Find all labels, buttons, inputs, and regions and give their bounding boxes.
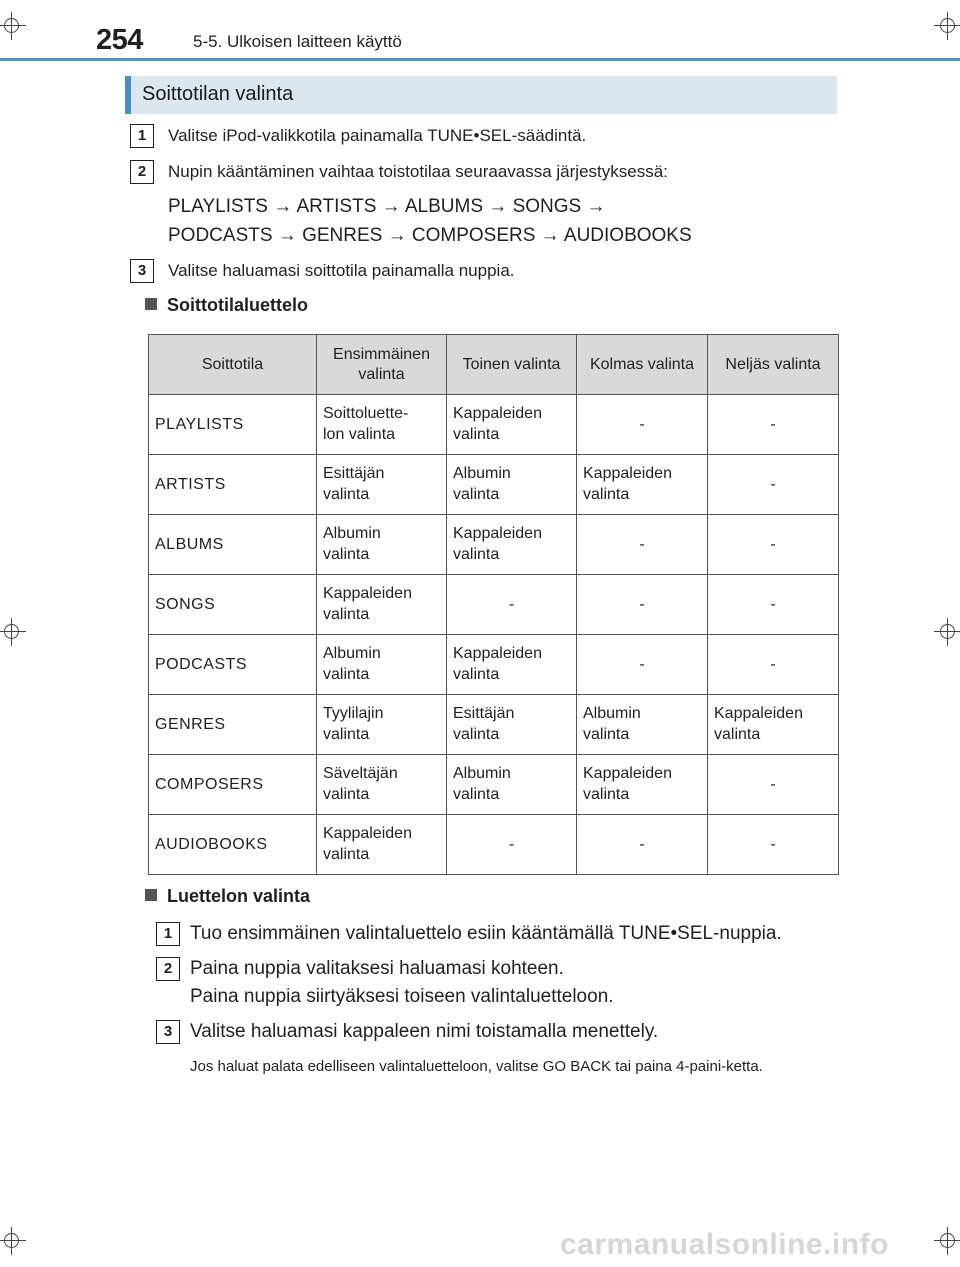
- mode-name-cell: PLAYLISTS: [149, 395, 317, 455]
- selection-cell: Kappaleiden valinta: [577, 455, 708, 515]
- table-row: [149, 635, 839, 695]
- selection-cell: -: [708, 815, 839, 875]
- banner-accent-bar: [125, 76, 131, 114]
- step-number-3: 3: [130, 259, 154, 283]
- selection-cell: Kappaleiden valinta: [708, 695, 839, 755]
- mode-name-cell: SONGS: [149, 575, 317, 635]
- chapter-title: 5-5. Ulkoisen laitteen käyttö: [193, 32, 402, 51]
- registration-mark-bottom-right: [934, 1227, 960, 1255]
- selection-cell: -: [577, 815, 708, 875]
- square-bullet-icon: [145, 889, 157, 901]
- selection-cell: Kappaleiden valinta: [317, 575, 447, 635]
- selection-cell: Esittäjän valinta: [447, 695, 577, 755]
- table-row: [149, 575, 839, 635]
- mode-name-cell: GENRES: [149, 695, 317, 755]
- selection-cell: -: [708, 395, 839, 455]
- mode-name-cell: PODCASTS: [149, 635, 317, 695]
- selection-cell: -: [447, 575, 577, 635]
- selection-cell: -: [577, 515, 708, 575]
- selection-cell: -: [708, 455, 839, 515]
- step2-number-1: 1: [156, 922, 180, 946]
- selection-cell: Kappaleiden valinta: [447, 635, 577, 695]
- page-number: 254: [96, 24, 143, 56]
- selection-cell: -: [447, 815, 577, 875]
- section-title: Soittotilan valinta: [142, 83, 294, 105]
- registration-mark-bottom-left: [0, 1227, 26, 1255]
- table-header-cell: Neljäs valinta: [708, 335, 839, 395]
- table-row: [149, 695, 839, 755]
- selection-cell: Albumin valinta: [577, 695, 708, 755]
- table-header-cell: Ensimmäinen valinta: [317, 335, 447, 395]
- selection-cell: -: [708, 635, 839, 695]
- header-rule: [0, 58, 960, 61]
- step2-text-1: Tuo ensimmäinen valintaluettelo esiin kääntämällä TUNE•SEL-nuppia.: [190, 923, 782, 944]
- selection-cell: -: [577, 395, 708, 455]
- step2-text-3: Valitse haluamasi kappaleen nimi toistamalla menettely.: [190, 1021, 659, 1042]
- mode-name-cell: ARTISTS: [149, 455, 317, 515]
- selection-cell: Tyylilajin valinta: [317, 695, 447, 755]
- note-text: Jos haluat palata edelliseen valintaluetteloon, valitse GO BACK tai paina 4-paini-ketta.: [190, 1058, 763, 1075]
- selection-cell: -: [577, 575, 708, 635]
- selection-cell: -: [708, 575, 839, 635]
- selection-cell: Albumin valinta: [317, 635, 447, 695]
- table-row: [149, 455, 839, 515]
- table-header-row: [149, 335, 839, 395]
- table-row: [149, 395, 839, 455]
- subsection-heading-mode-list: Soittotilaluettelo: [145, 295, 308, 316]
- selection-cell: Säveltäjän valinta: [317, 755, 447, 815]
- selection-cell: Esittäjän valinta: [317, 455, 447, 515]
- selection-cell: Albumin valinta: [447, 455, 577, 515]
- mode-name-cell: ALBUMS: [149, 515, 317, 575]
- mode-sequence-line-1: PLAYLISTS → ARTISTS → ALBUMS → SONGS →: [168, 196, 606, 217]
- step-number-2: 2: [130, 160, 154, 184]
- selection-cell: -: [577, 635, 708, 695]
- selection-cell: Soittoluette- lon valinta: [317, 395, 447, 455]
- step2-text-2b: Paina nuppia siirtyäksesi toiseen valintaluetteloon.: [190, 986, 614, 1007]
- step-number-1: 1: [130, 124, 154, 148]
- step-text-3: Valitse haluamasi soittotila painamalla nuppia.: [168, 261, 515, 280]
- selection-cell: Albumin valinta: [447, 755, 577, 815]
- table-header-cell: Kolmas valinta: [577, 335, 708, 395]
- registration-mark-mid-right: [934, 618, 960, 646]
- selection-cell: -: [708, 755, 839, 815]
- selection-cell: Kappaleiden valinta: [317, 815, 447, 875]
- table-header-cell: Soittotila: [149, 335, 317, 395]
- registration-mark-mid-left: [0, 618, 26, 646]
- step2-number-3: 3: [156, 1020, 180, 1044]
- mode-sequence-line-2: PODCASTS → GENRES → COMPOSERS → AUDIOBOOKS: [168, 225, 692, 246]
- selection-cell: -: [708, 515, 839, 575]
- step-text-2: Nupin kääntäminen vaihtaa toistotilaa seuraavassa järjestyksessä:: [168, 162, 668, 181]
- step-text-1: Valitse iPod-valikkotila painamalla TUNE•SEL-säädintä.: [168, 126, 587, 145]
- section-banner: [125, 76, 837, 114]
- selection-cell: Albumin valinta: [317, 515, 447, 575]
- selection-cell: Kappaleiden valinta: [577, 755, 708, 815]
- table-row: [149, 515, 839, 575]
- table-row: [149, 815, 839, 875]
- subsection-heading-list-selection: Luettelon valinta: [145, 886, 310, 907]
- selection-cell: Kappaleiden valinta: [447, 395, 577, 455]
- step2-number-2: 2: [156, 957, 180, 981]
- watermark: carmanualsonline.info: [560, 1228, 889, 1261]
- table-row: [149, 755, 839, 815]
- table-header-cell: Toinen valinta: [447, 335, 577, 395]
- mode-name-cell: COMPOSERS: [149, 755, 317, 815]
- mode-name-cell: AUDIOBOOKS: [149, 815, 317, 875]
- selection-cell: Kappaleiden valinta: [447, 515, 577, 575]
- step2-text-2: Paina nuppia valitaksesi haluamasi kohteen.: [190, 958, 564, 979]
- mode-table: [148, 334, 839, 875]
- square-bullet-icon: [145, 298, 157, 310]
